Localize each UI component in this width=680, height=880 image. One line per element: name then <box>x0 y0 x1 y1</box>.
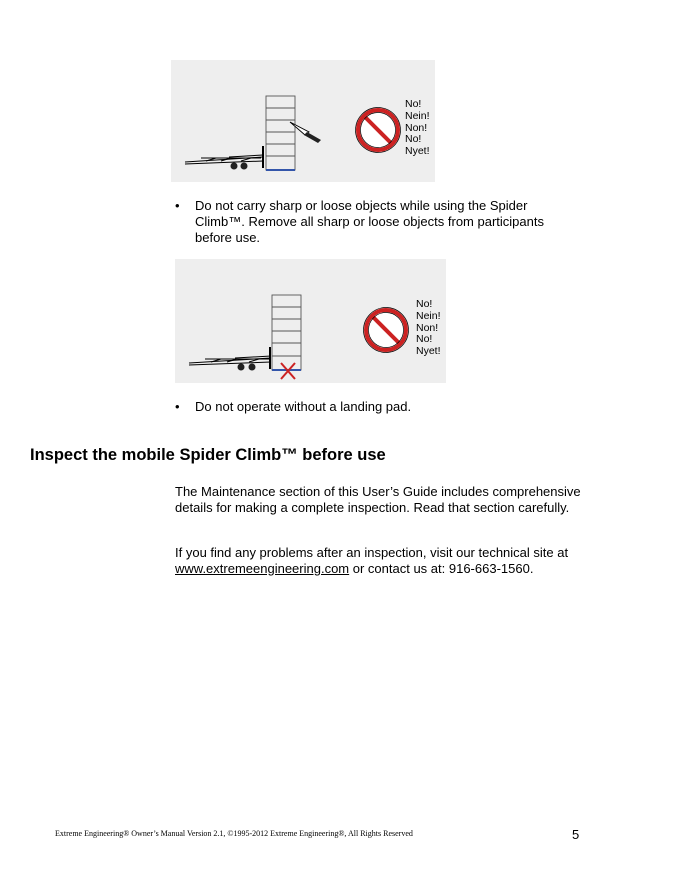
prohibition-sign-icon <box>364 308 409 353</box>
no-label-line: No! <box>416 333 433 346</box>
page-number: 5 <box>572 827 580 842</box>
no-label-line: Nein! <box>416 309 441 322</box>
trailer-tower-knife-illustration <box>171 60 435 182</box>
footer-copyright: Extreme Engineering® Owner’s Manual Version 2.1, ©1995-2012 Extreme Engineering®, All Rights Reserved <box>55 829 413 838</box>
no-label-line: Nein! <box>405 109 430 122</box>
bullet-text: Do not carry sharp or loose objects while using the Spider Climb™. Remove all sharp or loose objects from participants before use. <box>195 198 544 245</box>
contact-text-after: or contact us at: 916-663-1560. <box>349 560 534 576</box>
landing-pad-warning-figure <box>175 259 446 383</box>
section-heading: Inspect the mobile Spider Climb™ before use <box>30 446 386 464</box>
no-label-line: No! <box>405 133 422 146</box>
bullet-marker: • <box>175 399 180 414</box>
bullet-text: Do not operate without a landing pad. <box>195 399 412 414</box>
sharp-objects-warning-figure <box>171 60 435 182</box>
no-label-line: Nyet! <box>405 145 430 158</box>
no-label-line: No! <box>405 98 422 110</box>
no-label-line: Non! <box>416 321 439 334</box>
no-multilingual-label <box>405 99 430 158</box>
bullet-marker: • <box>175 198 180 213</box>
no-label-line: Nyet! <box>416 345 441 358</box>
technical-site-link[interactable]: www.extremeengineering.com <box>175 560 350 576</box>
no-label-line: No! <box>416 298 433 310</box>
no-multilingual-label <box>416 299 441 358</box>
no-label-line: Non! <box>405 121 428 134</box>
contact-paragraph <box>175 545 585 576</box>
contact-text-before: If you find any problems after an inspection, visit our technical site at <box>175 545 569 560</box>
prohibition-sign-icon <box>356 108 401 153</box>
maintenance-paragraph: The Maintenance section of this User’s Guide includes comprehensive details for making a complete inspection. Read that section carefully. <box>175 484 581 515</box>
trailer-tower-no-pad-illustration <box>175 259 446 383</box>
